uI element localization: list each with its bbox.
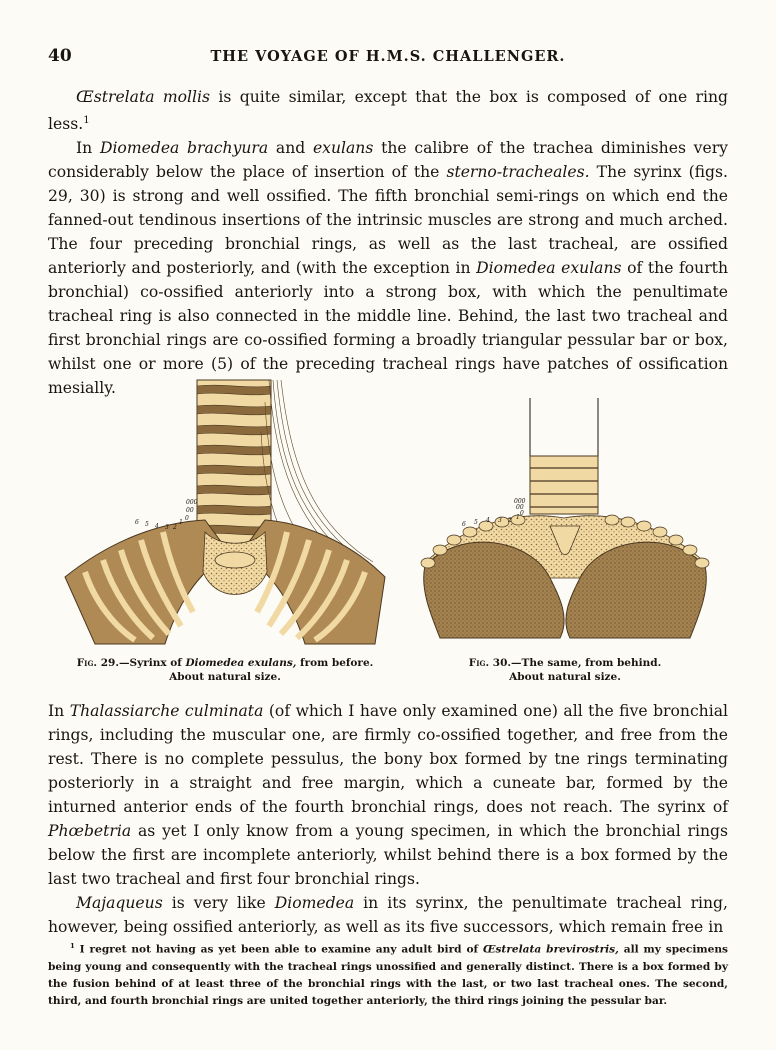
body-text-top — [48, 85, 728, 400]
tracheal-ring — [197, 445, 271, 455]
footnote-marker: 1 — [70, 942, 75, 950]
bronchial-ring-end — [447, 535, 461, 545]
text-run: is very like — [162, 894, 275, 912]
footnote-marker: 1 — [83, 115, 90, 126]
text-run: In — [48, 702, 70, 720]
italic-run: sterno-tracheales. — [446, 163, 590, 182]
body-text-bottom — [48, 699, 728, 939]
footnote-1 — [48, 938, 728, 1010]
ring-label: 0 — [520, 510, 524, 517]
bronchial-ring-end — [621, 517, 635, 527]
bronchial-ring-end — [463, 527, 477, 537]
ring-label: 2 — [173, 524, 177, 531]
ring-label: 3 — [165, 524, 169, 531]
text-run: (of which I have only examined one) all the five bronchial rings, including the muscular one, are firmly co-ossified together, and free from the rest. There is no complete pessulus, the bony box formed by tne rings terminating posteriorly in a straight and free margin, which a cuneate bar, formed by the inturned anterior ends of the fourth bronchial rings, does not reach. The syrinx of — [48, 702, 728, 816]
bronchial-ring-end — [605, 515, 619, 525]
bronchial-ring-end — [637, 521, 651, 531]
italic-run: Diomedea exulans — [476, 259, 622, 278]
figure-29-caption — [70, 656, 380, 684]
tracheal-ring — [197, 425, 271, 435]
text-run: of the fourth bronchial) co-ossified anteriorly into a strong box, with which the penultimate tracheal ring is also connected in the middle line. Behind, the last two tracheal and first bronchial rings are co-ossified forming a broadly triangular pessular bar or box, whilst one or more (5) of the preceding tracheal rings have patches of ossification mesially. — [48, 259, 728, 398]
ring-label: 00 — [186, 507, 194, 514]
paragraph — [48, 891, 728, 939]
italic-run: Œstrelata brevirostris, — [482, 943, 619, 956]
ring-label: 4 — [486, 517, 490, 524]
tracheal-ring — [197, 385, 271, 395]
ring-label: 3 — [498, 517, 502, 524]
caption-line-2: About natural size. — [509, 671, 621, 683]
tracheal-ring — [197, 505, 271, 515]
bronchial-ring-end — [695, 558, 709, 568]
paragraph — [48, 136, 728, 400]
italic-run: Thalassiarche culminata — [69, 702, 264, 720]
text-run: I regret not having as yet been able to examine any adult bird of — [74, 943, 483, 956]
bronchial-ring-end — [433, 545, 447, 555]
page-header — [48, 46, 728, 70]
ring-label: 6 — [462, 521, 466, 528]
tracheal-ring — [197, 485, 271, 495]
text-run: in its syrinx, the penultimate tracheal ring, however, being ossified anteriorly, as well as its five successors, which remain free in — [48, 894, 728, 936]
text-run: and — [268, 139, 313, 158]
figure-30-syrinx-back — [410, 398, 720, 648]
ring-label: 000 — [514, 498, 526, 505]
text-run: all my specimens being young and consequently with the tracheal rings unossified and generally distinct. There is a box formed by the fusion behind of at least three of the bronchial rings with the last, or two last tracheal ones. The second, third, and fourth bronchial rings are united together anteriorly, the third rings joining the pessular bar. — [48, 943, 728, 1007]
text-run: is quite similar, except that the box is composed of one ring less. — [48, 88, 728, 134]
caption-line-1: Fig. 30.—The same, from behind. — [468, 657, 662, 669]
caption-line-1: Fig. 29.—Syrinx of Diomedea exulans, from before. — [76, 657, 374, 669]
tracheal-ring — [197, 405, 271, 415]
bronchial-ring-end — [421, 558, 435, 568]
page-number: 40 — [48, 46, 72, 66]
paragraph — [48, 699, 728, 891]
ring-label: 5 — [145, 521, 149, 528]
ring-label: 2 — [508, 517, 512, 524]
running-title: THE VOYAGE OF H.M.S. CHALLENGER. — [210, 48, 566, 65]
italic-run: Diomedea brachyura — [99, 139, 269, 158]
text-run: In — [76, 139, 100, 158]
bronchial-ring-end — [653, 527, 667, 537]
bronchial-ring-end — [669, 535, 683, 545]
ring-label: 1 — [516, 514, 520, 521]
text-run: The syrinx (figs. 29, 30) is strong and well ossified. The fifth bronchial semi-rings on which end the fanned-out tendinous insertions of the intrinsic muscles are strong and much arched. The four preceding bronchial rings, as well as the last tracheal, are ossified anteriorly and posteriorly, and (with the exception in — [48, 163, 728, 278]
footnotes — [48, 938, 728, 1010]
figure-30-caption — [440, 656, 690, 684]
figure-29-syrinx-front — [55, 372, 395, 648]
ring-label: 6 — [135, 519, 139, 526]
ring-label: 000 — [186, 499, 198, 506]
paragraph — [48, 85, 728, 136]
ring-label: 00 — [516, 504, 524, 511]
italic-run: Diomedea — [274, 894, 355, 912]
italic-run: exulans — [312, 139, 374, 158]
ring-label: 0 — [185, 515, 189, 522]
bronchial-ring-end — [683, 545, 697, 555]
italic-run: Œstrelata mollis — [76, 88, 211, 106]
ring-label: 5 — [474, 519, 478, 526]
ring-label: 4 — [155, 523, 159, 530]
tracheal-ring — [197, 465, 271, 475]
italic-run: Phœbetria — [48, 822, 132, 840]
text-run: the calibre of the trachea diminishes very considerably below the place of insertion of the — [48, 139, 728, 182]
caption-line-2: About natural size. — [169, 671, 281, 683]
ring-label: 1 — [179, 519, 183, 526]
italic-run: Majaqueus — [76, 894, 163, 912]
text-run: as yet I only know from a young specimen, in which the bronchial rings below the first are incomplete anteriorly, whilst behind there is a box formed by the last two tracheal and first four bronchial rings. — [48, 822, 728, 888]
